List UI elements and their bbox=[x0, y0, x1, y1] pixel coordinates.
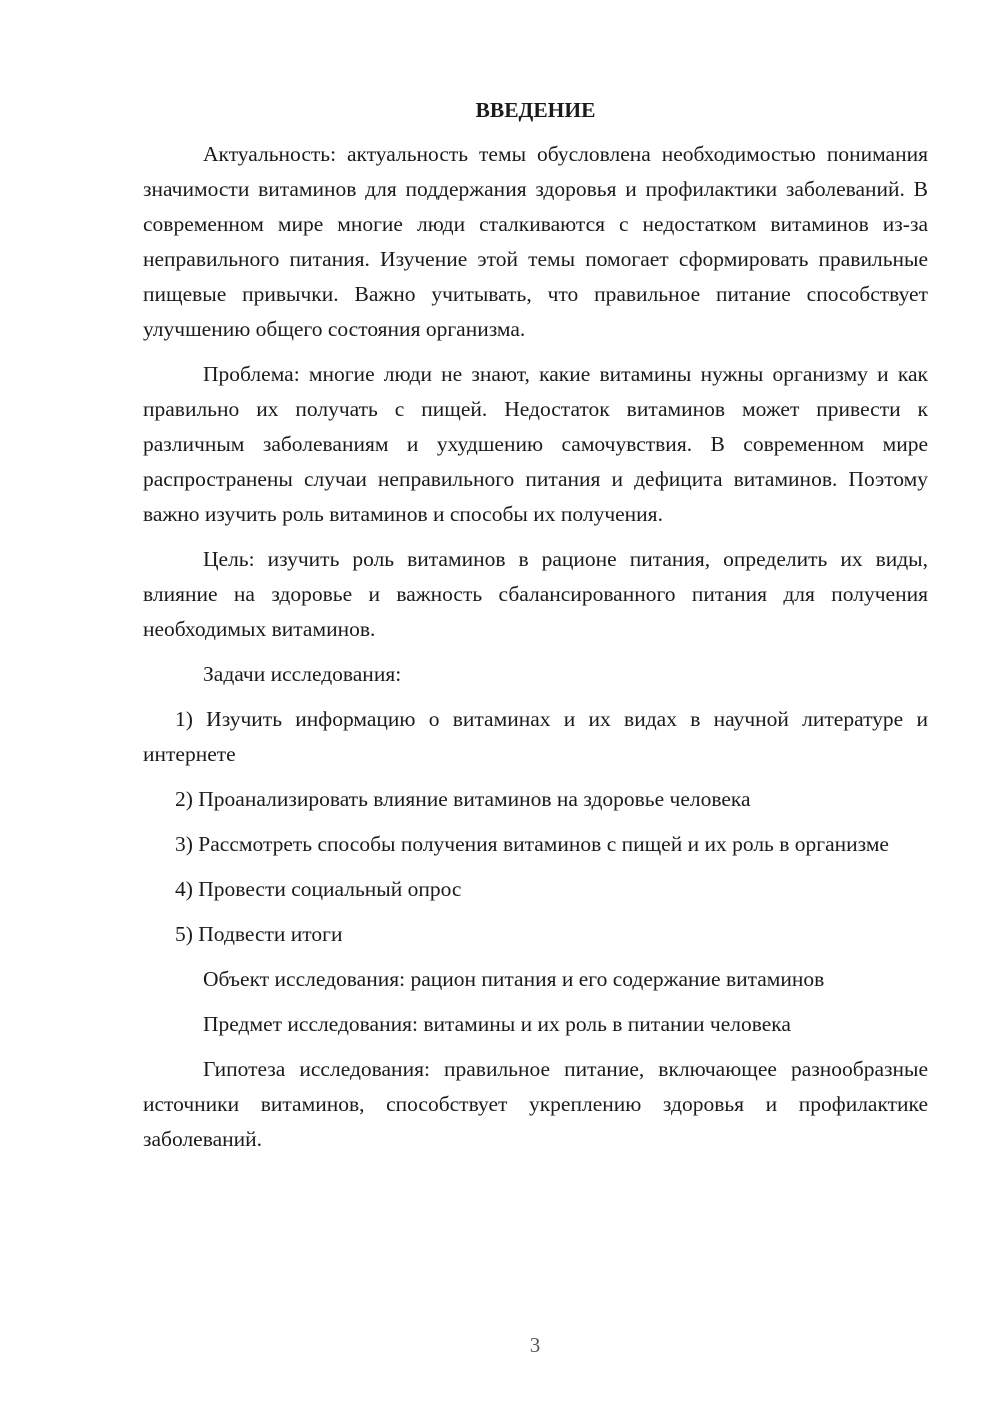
paragraph-tasks-title: Задачи исследования: bbox=[203, 662, 402, 686]
paragraph-hypothesis: Гипотеза исследования: правильное питание, включающее разнообразные источники витаминов, способствует укреплению здоровья и профилактике заболеваний. bbox=[143, 1057, 928, 1151]
task-item-1: 1) Изучить информацию о витаминах и их видах в научной литературе и интернете bbox=[143, 707, 928, 766]
paragraph-object: Объект исследования: рацион питания и его содержание витаминов bbox=[203, 967, 825, 991]
task-item-4: 4) Провести социальный опрос bbox=[175, 877, 462, 901]
paragraph-problem: Проблема: многие люди не знают, какие витамины нужны организму и как правильно их получать с пищей. Недостаток витаминов может привести к различным заболеваниям и ухудшению самочувствия. В современном мире распространены случаи неправильного питания и дефицита витаминов. Поэтому важно изучить роль витаминов и способы их получения. bbox=[143, 362, 928, 526]
task-item-5: 5) Подвести итоги bbox=[175, 922, 343, 946]
section-heading: ВВЕДЕНИЕ bbox=[475, 98, 596, 122]
paragraph-subject: Предмет исследования: витамины и их роль в питании человека bbox=[203, 1012, 791, 1036]
task-item-3: 3) Рассмотреть способы получения витаминов с пищей и их роль в организме bbox=[175, 832, 889, 856]
page-number: 3 bbox=[529, 1333, 541, 1357]
paragraph-relevance: Актуальность: актуальность темы обусловлена необходимостью понимания значимости витаминов для поддержания здоровья и профилактики заболеваний. В современном мире многие люди сталкиваются с недостатком витаминов из-за неправильного питания. Изучение этой темы помогает сформировать правильные пищевые привычки. Важно учитывать, что правильное питание способствует улучшению общего состояния организма. bbox=[143, 142, 928, 341]
paragraph-goal: Цель: изучить роль витаминов в рационе питания, определить их виды, влияние на здоровье и важность сбалансированного питания для получения необходимых витаминов. bbox=[143, 547, 928, 641]
task-item-2: 2) Проанализировать влияние витаминов на здоровье человека bbox=[175, 787, 751, 811]
document-page bbox=[143, 90, 928, 1167]
